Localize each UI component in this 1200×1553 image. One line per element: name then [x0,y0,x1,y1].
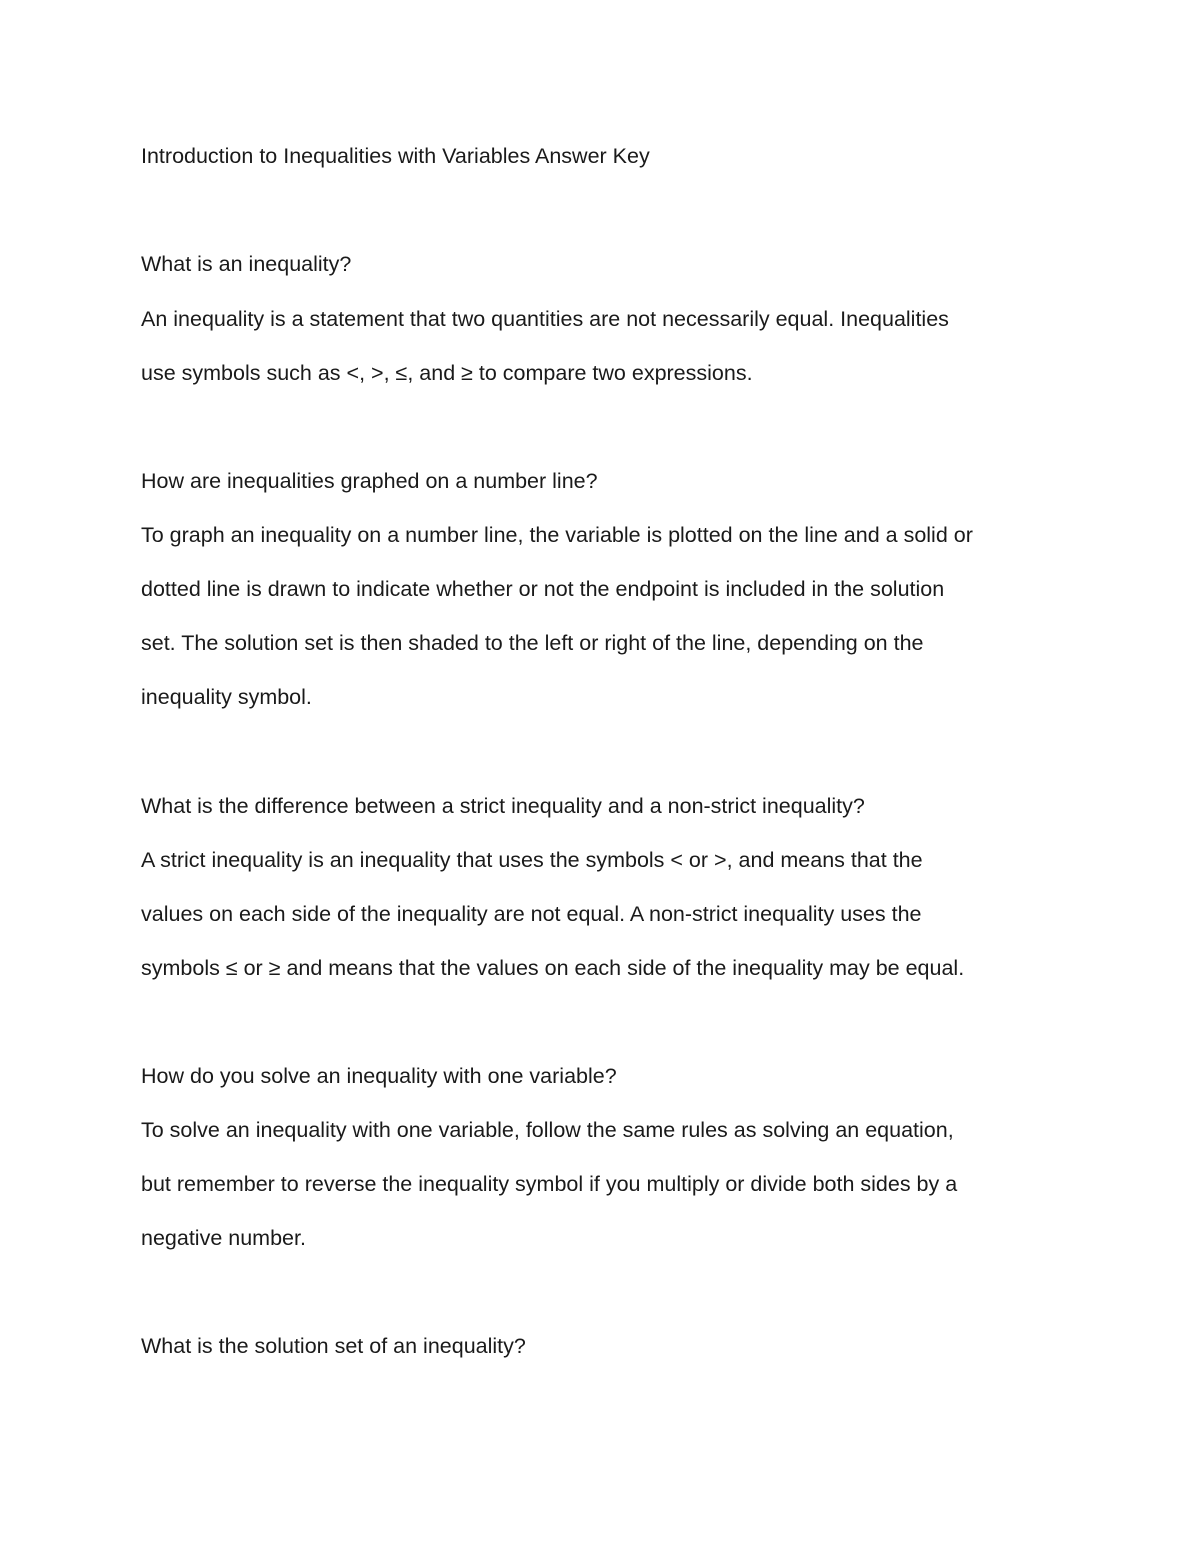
answer-3-line-2: values on each side of the inequality are not equal. A non-strict inequality uses the [141,902,922,926]
question-4: How do you solve an inequality with one variable? [141,1064,617,1088]
answer-3-line-3: symbols ≤ or ≥ and means that the values on each side of the inequality may be equal. [141,956,965,980]
question-3: What is the difference between a strict inequality and a non-strict inequality? [141,794,865,818]
question-5: What is the solution set of an inequality? [141,1334,526,1358]
answer-4-line-2: but remember to reverse the inequality symbol if you multiply or divide both sides by a [141,1172,958,1196]
answer-1-line-2: use symbols such as <, >, ≤, and ≥ to compare two expressions. [141,361,753,385]
document-title: Introduction to Inequalities with Variables Answer Key [141,144,650,168]
answer-1-line-1: An inequality is a statement that two quantities are not necessarily equal. Inequalities [141,307,949,331]
answer-2-line-1: To graph an inequality on a number line, the variable is plotted on the line and a solid or [141,523,973,547]
question-2: How are inequalities graphed on a number line? [141,469,598,493]
answer-2-line-4: inequality symbol. [141,685,312,709]
answer-4-line-1: To solve an inequality with one variable, follow the same rules as solving an equation, [141,1118,954,1142]
question-1: What is an inequality? [141,252,352,276]
answer-4-line-3: negative number. [141,1226,306,1250]
answer-2-line-2: dotted line is drawn to indicate whether or not the endpoint is included in the solution [141,577,945,601]
answer-3-line-1: A strict inequality is an inequality that uses the symbols < or >, and means that the [141,848,923,872]
answer-2-line-3: set. The solution set is then shaded to the left or right of the line, depending on the [141,631,924,655]
